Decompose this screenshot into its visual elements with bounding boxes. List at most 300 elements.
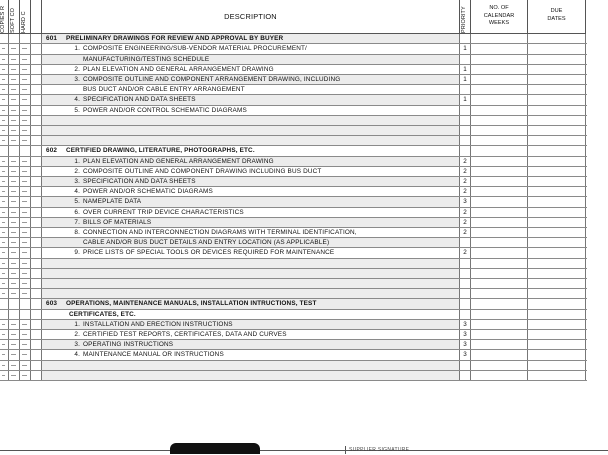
priority-cell: 2	[460, 177, 471, 186]
priority-cell: 2	[460, 157, 471, 166]
copies-cell	[20, 238, 31, 247]
footer-rule	[0, 450, 608, 455]
copies-cell	[9, 320, 20, 329]
copies-cell	[0, 330, 9, 339]
header-weeks-line-2: CALENDAR	[483, 12, 515, 19]
due-date-cell	[528, 320, 586, 329]
priority-cell: 2	[460, 218, 471, 227]
copies-cell	[9, 44, 20, 53]
copies-cell	[20, 136, 31, 145]
item-text: COMPOSITE OUTLINE AND COMPONENT ARRANGEMENT DRAWING, INCLUDING	[83, 75, 341, 83]
blank-row	[0, 371, 587, 381]
copies-cell	[20, 197, 31, 206]
copies-cell	[31, 310, 42, 319]
copies-cell	[9, 289, 20, 298]
weeks-cell	[471, 197, 528, 206]
section-header-row	[0, 34, 587, 44]
copies-cell	[31, 177, 42, 186]
priority-cell: 3	[460, 330, 471, 339]
table-row	[0, 85, 587, 95]
copies-cell	[9, 85, 20, 94]
item-number: 4.	[74, 96, 80, 104]
priority-cell	[460, 269, 471, 278]
copies-cell	[0, 55, 9, 64]
copies-cell	[20, 269, 31, 278]
table-row	[0, 177, 587, 187]
item-number: 1.	[74, 45, 80, 53]
copies-cell	[0, 44, 9, 53]
copies-cell	[0, 34, 9, 43]
copies-cell	[20, 299, 31, 308]
item-number: 9.	[74, 249, 80, 257]
header-col-3	[20, 0, 31, 34]
copies-cell	[31, 197, 42, 206]
due-date-cell	[528, 106, 586, 115]
redaction-bar	[170, 443, 260, 454]
table-row	[0, 167, 587, 177]
item-text: COMPOSITE ENGINEERING/SUB-VENDOR MATERIAL PROCUREMENT/	[83, 45, 307, 53]
copies-cell	[31, 34, 42, 43]
priority-cell	[460, 106, 471, 115]
description-cell	[42, 361, 460, 370]
table-row	[0, 44, 587, 54]
weeks-cell	[471, 279, 528, 288]
copies-cell	[20, 187, 31, 196]
description-cell	[42, 126, 460, 135]
description-cell	[42, 34, 460, 43]
footer-divider	[345, 446, 346, 454]
copies-cell	[31, 238, 42, 247]
weeks-cell	[471, 146, 528, 155]
due-date-cell	[528, 289, 586, 298]
weeks-cell	[471, 157, 528, 166]
copies-cell	[9, 197, 20, 206]
header-description: DESCRIPTION	[42, 0, 460, 34]
priority-cell	[460, 34, 471, 43]
copies-cell	[9, 136, 20, 145]
due-date-cell	[528, 157, 586, 166]
description-cell	[42, 157, 460, 166]
description-cell	[42, 248, 460, 257]
blank-row	[0, 269, 587, 279]
due-date-cell	[528, 65, 586, 74]
item-text: PLAN ELEVATION AND GENERAL ARRANGEMENT DRAWING	[83, 65, 274, 73]
item-text-continued: CABLE AND/OR BUS DUCT DETAILS AND ENTRY LOCATION (AS APPLICABLE)	[83, 239, 330, 247]
header-col-1	[0, 0, 9, 34]
priority-cell	[460, 116, 471, 125]
item-number: 1.	[74, 320, 80, 328]
weeks-cell	[471, 116, 528, 125]
weeks-cell	[471, 238, 528, 247]
copies-cell	[20, 208, 31, 217]
weeks-cell	[471, 106, 528, 115]
section-code: 603	[46, 300, 58, 308]
copies-cell	[20, 177, 31, 186]
description-cell	[42, 116, 460, 125]
table-row	[0, 228, 587, 238]
copies-cell	[0, 187, 9, 196]
copies-cell	[0, 371, 9, 380]
table-row	[0, 65, 587, 75]
weeks-cell	[471, 218, 528, 227]
weeks-cell	[471, 126, 528, 135]
copies-cell	[9, 340, 20, 349]
description-cell	[42, 320, 460, 329]
copies-cell	[9, 106, 20, 115]
weeks-cell	[471, 65, 528, 74]
copies-cell	[9, 238, 20, 247]
copies-cell	[0, 269, 9, 278]
weeks-cell	[471, 361, 528, 370]
copies-cell	[0, 116, 9, 125]
item-number: 3.	[74, 178, 80, 186]
section-title-continued: CERTIFICATES, ETC.	[69, 310, 136, 318]
due-date-cell	[528, 187, 586, 196]
weeks-cell	[471, 85, 528, 94]
copies-cell	[20, 146, 31, 155]
description-cell	[42, 187, 460, 196]
copies-cell	[9, 259, 20, 268]
blank-row	[0, 136, 587, 146]
weeks-cell	[471, 350, 528, 359]
item-number: 8.	[74, 228, 80, 236]
weeks-cell	[471, 95, 528, 104]
due-date-cell	[528, 330, 586, 339]
copies-cell	[31, 228, 42, 237]
header-priority	[460, 0, 471, 34]
priority-cell	[460, 259, 471, 268]
priority-cell: 2	[460, 167, 471, 176]
weeks-cell	[471, 228, 528, 237]
table-row	[0, 248, 587, 258]
due-date-cell	[528, 197, 586, 206]
copies-cell	[0, 95, 9, 104]
item-text: INSTALLATION AND ERECTION INSTRUCTIONS	[83, 320, 233, 328]
priority-cell	[460, 371, 471, 380]
copies-cell	[0, 228, 9, 237]
copies-cell	[0, 146, 9, 155]
copies-cell	[31, 146, 42, 155]
copies-cell	[0, 136, 9, 145]
description-cell	[42, 95, 460, 104]
copies-cell	[31, 330, 42, 339]
copies-cell	[20, 157, 31, 166]
section-title: PRELIMINARY DRAWINGS FOR REVIEW AND APPROVAL BY BUYER	[66, 35, 284, 42]
weeks-cell	[471, 177, 528, 186]
copies-cell	[20, 361, 31, 370]
item-text-continued: BUS DUCT AND/OR CABLE ENTRY ARRANGEMENT	[83, 86, 245, 94]
weeks-cell	[471, 259, 528, 268]
copies-cell	[0, 361, 9, 370]
copies-cell	[31, 85, 42, 94]
due-date-cell	[528, 136, 586, 145]
copies-cell	[31, 106, 42, 115]
copies-cell	[31, 126, 42, 135]
description-cell	[42, 289, 460, 298]
copies-cell	[20, 228, 31, 237]
item-text-continued: MANUFACTURING/TESTING SCHEDULE	[83, 55, 210, 63]
header-col-3-label: HARD C	[21, 11, 27, 33]
priority-cell	[460, 146, 471, 155]
copies-cell	[0, 350, 9, 359]
blank-row	[0, 116, 587, 126]
description-cell	[42, 340, 460, 349]
due-date-cell	[528, 218, 586, 227]
table-row	[0, 95, 587, 105]
copies-cell	[9, 75, 20, 84]
description-cell	[42, 197, 460, 206]
due-date-cell	[528, 95, 586, 104]
copies-cell	[20, 44, 31, 53]
due-date-cell	[528, 340, 586, 349]
copies-cell	[31, 157, 42, 166]
header-vertical-label	[21, 0, 30, 34]
priority-cell: 3	[460, 320, 471, 329]
description-cell	[42, 371, 460, 380]
copies-cell	[9, 228, 20, 237]
section-header-row	[0, 299, 587, 309]
due-date-cell	[528, 75, 586, 84]
blank-row	[0, 126, 587, 136]
description-cell	[42, 136, 460, 145]
copies-cell	[0, 299, 9, 308]
due-date-cell	[528, 177, 586, 186]
schedule-table	[0, 34, 587, 381]
item-number: 4.	[74, 188, 80, 196]
copies-cell	[31, 289, 42, 298]
copies-cell	[31, 218, 42, 227]
copies-cell	[31, 167, 42, 176]
description-cell	[42, 218, 460, 227]
weeks-cell	[471, 34, 528, 43]
table-row	[0, 55, 587, 65]
due-date-cell	[528, 44, 586, 53]
header-due-line-2: DATES	[547, 15, 566, 22]
copies-cell	[20, 106, 31, 115]
description-cell	[42, 330, 460, 339]
copies-cell	[20, 340, 31, 349]
copies-cell	[0, 65, 9, 74]
copies-cell	[20, 330, 31, 339]
header-weeks-line-1: NO. OF	[489, 5, 509, 11]
table-row	[0, 238, 587, 248]
header-col-4	[31, 0, 42, 34]
weeks-cell	[471, 289, 528, 298]
due-date-cell	[528, 116, 586, 125]
header-col-2	[9, 0, 20, 34]
copies-cell	[9, 157, 20, 166]
copies-cell	[9, 279, 20, 288]
copies-cell	[9, 34, 20, 43]
copies-cell	[31, 208, 42, 217]
weeks-cell	[471, 208, 528, 217]
due-date-cell	[528, 259, 586, 268]
copies-cell	[31, 44, 42, 53]
copies-cell	[0, 218, 9, 227]
copies-cell	[0, 208, 9, 217]
copies-cell	[0, 238, 9, 247]
due-date-cell	[528, 146, 586, 155]
section-code: 602	[46, 147, 58, 155]
due-date-cell	[528, 238, 586, 247]
copies-cell	[31, 248, 42, 257]
description-cell	[42, 85, 460, 94]
table-row	[0, 157, 587, 167]
item-number: 2.	[74, 167, 80, 175]
header-col-1-label: COPIES R	[0, 5, 6, 33]
description-cell	[42, 279, 460, 288]
blank-row	[0, 289, 587, 299]
item-number: 2.	[74, 65, 80, 73]
table-row	[0, 310, 587, 320]
priority-cell	[460, 289, 471, 298]
priority-cell	[460, 55, 471, 64]
priority-cell: 1	[460, 44, 471, 53]
weeks-cell	[471, 248, 528, 257]
due-date-cell	[528, 350, 586, 359]
table-row	[0, 330, 587, 340]
item-text: COMPOSITE OUTLINE AND COMPONENT DRAWING INCLUDING BUS DUCT	[83, 167, 322, 175]
copies-cell	[31, 259, 42, 268]
due-date-cell	[528, 361, 586, 370]
description-cell	[42, 106, 460, 115]
header-due-dates	[528, 0, 586, 34]
section-title: CERTIFIED DRAWING, LITERATURE, PHOTOGRAPHS, ETC.	[66, 147, 255, 155]
copies-cell	[31, 299, 42, 308]
copies-cell	[0, 279, 9, 288]
copies-cell	[9, 187, 20, 196]
copies-cell	[20, 167, 31, 176]
item-number: 3.	[74, 75, 80, 83]
copies-cell	[31, 350, 42, 359]
copies-cell	[9, 208, 20, 217]
due-date-cell	[528, 269, 586, 278]
copies-cell	[31, 95, 42, 104]
copies-cell	[31, 116, 42, 125]
item-number: 4.	[74, 351, 80, 359]
weeks-cell	[471, 299, 528, 308]
copies-cell	[20, 289, 31, 298]
item-number: 3.	[74, 341, 80, 349]
due-date-cell	[528, 228, 586, 237]
copies-cell	[9, 330, 20, 339]
copies-cell	[9, 269, 20, 278]
copies-cell	[20, 55, 31, 64]
copies-cell	[31, 269, 42, 278]
copies-cell	[31, 279, 42, 288]
description-cell	[42, 350, 460, 359]
copies-cell	[20, 95, 31, 104]
priority-cell	[460, 279, 471, 288]
due-date-cell	[528, 248, 586, 257]
priority-cell	[460, 299, 471, 308]
priority-cell: 2	[460, 187, 471, 196]
copies-cell	[0, 75, 9, 84]
description-cell	[42, 310, 460, 319]
priority-cell: 3	[460, 350, 471, 359]
copies-cell	[0, 340, 9, 349]
table-row	[0, 106, 587, 116]
header-due-line-1: DUE	[550, 8, 563, 14]
weeks-cell	[471, 75, 528, 84]
item-text: PRICE LISTS OF SPECIAL TOOLS OR DEVICES REQUIRED FOR MAINTENANCE	[83, 249, 335, 257]
copies-cell	[9, 218, 20, 227]
item-text: OPERATING INSTRUCTIONS	[83, 341, 174, 349]
table-row	[0, 340, 587, 350]
copies-cell	[31, 340, 42, 349]
priority-cell: 2	[460, 208, 471, 217]
priority-cell	[460, 85, 471, 94]
copies-cell	[20, 248, 31, 257]
copies-cell	[9, 167, 20, 176]
copies-cell	[9, 126, 20, 135]
due-date-cell	[528, 310, 586, 319]
copies-cell	[9, 371, 20, 380]
copies-cell	[20, 126, 31, 135]
item-number: 1.	[74, 157, 80, 165]
weeks-cell	[471, 340, 528, 349]
copies-cell	[0, 310, 9, 319]
copies-cell	[9, 65, 20, 74]
due-date-cell	[528, 126, 586, 135]
header-priority-label: PRIORITY	[461, 6, 467, 33]
due-date-cell	[528, 279, 586, 288]
description-cell	[42, 75, 460, 84]
copies-cell	[9, 55, 20, 64]
priority-cell: 3	[460, 197, 471, 206]
copies-cell	[31, 136, 42, 145]
copies-cell	[9, 350, 20, 359]
blank-row	[0, 259, 587, 269]
description-cell	[42, 269, 460, 278]
item-number: 5.	[74, 106, 80, 114]
copies-cell	[9, 177, 20, 186]
copies-cell	[31, 65, 42, 74]
copies-cell	[20, 259, 31, 268]
copies-cell	[0, 167, 9, 176]
priority-cell: 1	[460, 75, 471, 84]
header-weeks-line-3: WEEKS	[488, 20, 510, 26]
copies-cell	[0, 320, 9, 329]
description-cell	[42, 44, 460, 53]
item-text: CERTIFIED TEST REPORTS, CERTIFICATES, DATA AND CURVES	[83, 331, 287, 339]
description-cell	[42, 259, 460, 268]
weeks-cell	[471, 320, 528, 329]
description-cell	[42, 208, 460, 217]
weeks-cell	[471, 44, 528, 53]
copies-cell	[0, 259, 9, 268]
table-row	[0, 197, 587, 207]
weeks-cell	[471, 269, 528, 278]
copies-cell	[0, 126, 9, 135]
header-vertical-label	[0, 0, 9, 34]
description-cell	[42, 146, 460, 155]
description-cell	[42, 238, 460, 247]
copies-cell	[9, 310, 20, 319]
copies-cell	[20, 279, 31, 288]
table-row	[0, 75, 587, 85]
item-text: NAMEPLATE DATA	[83, 198, 142, 206]
header-col-2-label: SOFT CO	[10, 7, 16, 33]
table-row	[0, 320, 587, 330]
weeks-cell	[471, 167, 528, 176]
copies-cell	[0, 85, 9, 94]
copies-cell	[31, 55, 42, 64]
section-header-row	[0, 146, 587, 156]
description-cell	[42, 55, 460, 64]
weeks-cell	[471, 136, 528, 145]
item-text: PLAN ELEVATION AND GENERAL ARRANGEMENT DRAWING	[83, 157, 274, 165]
